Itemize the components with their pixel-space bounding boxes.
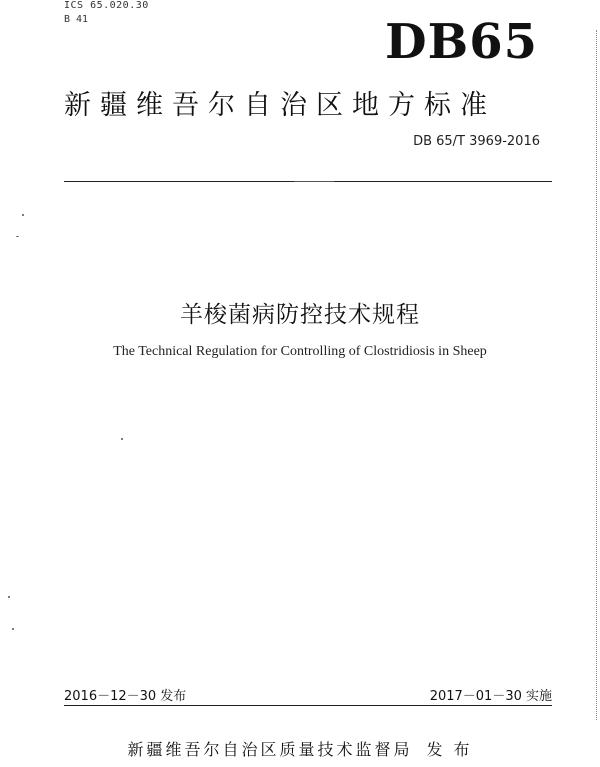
scan-speck (294, 181, 334, 182)
standard-logo: DB65 (385, 14, 538, 70)
classification-code: B 41 (64, 14, 89, 25)
document-title-chinese: 羊梭菌病防控技术规程 (180, 302, 420, 328)
issue-date: 2016－12－30 发布 (64, 689, 187, 704)
scan-speck (12, 628, 14, 630)
document-title-english: The Technical Regulation for Controlling of Clostridiosis in Sheep (113, 344, 487, 359)
scan-speck (121, 438, 123, 440)
scan-speck (8, 596, 10, 598)
bottom-divider (64, 705, 552, 706)
scan-edge-artifact (595, 30, 597, 720)
scan-speck (22, 214, 24, 216)
issuer-line (0, 737, 600, 760)
implementation-date: 2017－01－30 实施 (429, 689, 552, 704)
issuer-action: 发 布 (426, 740, 473, 759)
issuer-name: 新疆维吾尔自治区质量技术监督局 (127, 740, 413, 759)
standard-code: DB 65/T 3969-2016 (413, 134, 540, 149)
standard-type-heading: 新疆维吾尔自治区地方标准 (64, 90, 496, 121)
ics-code: ICS 65.020.30 (64, 0, 149, 11)
scan-speck (16, 236, 19, 237)
